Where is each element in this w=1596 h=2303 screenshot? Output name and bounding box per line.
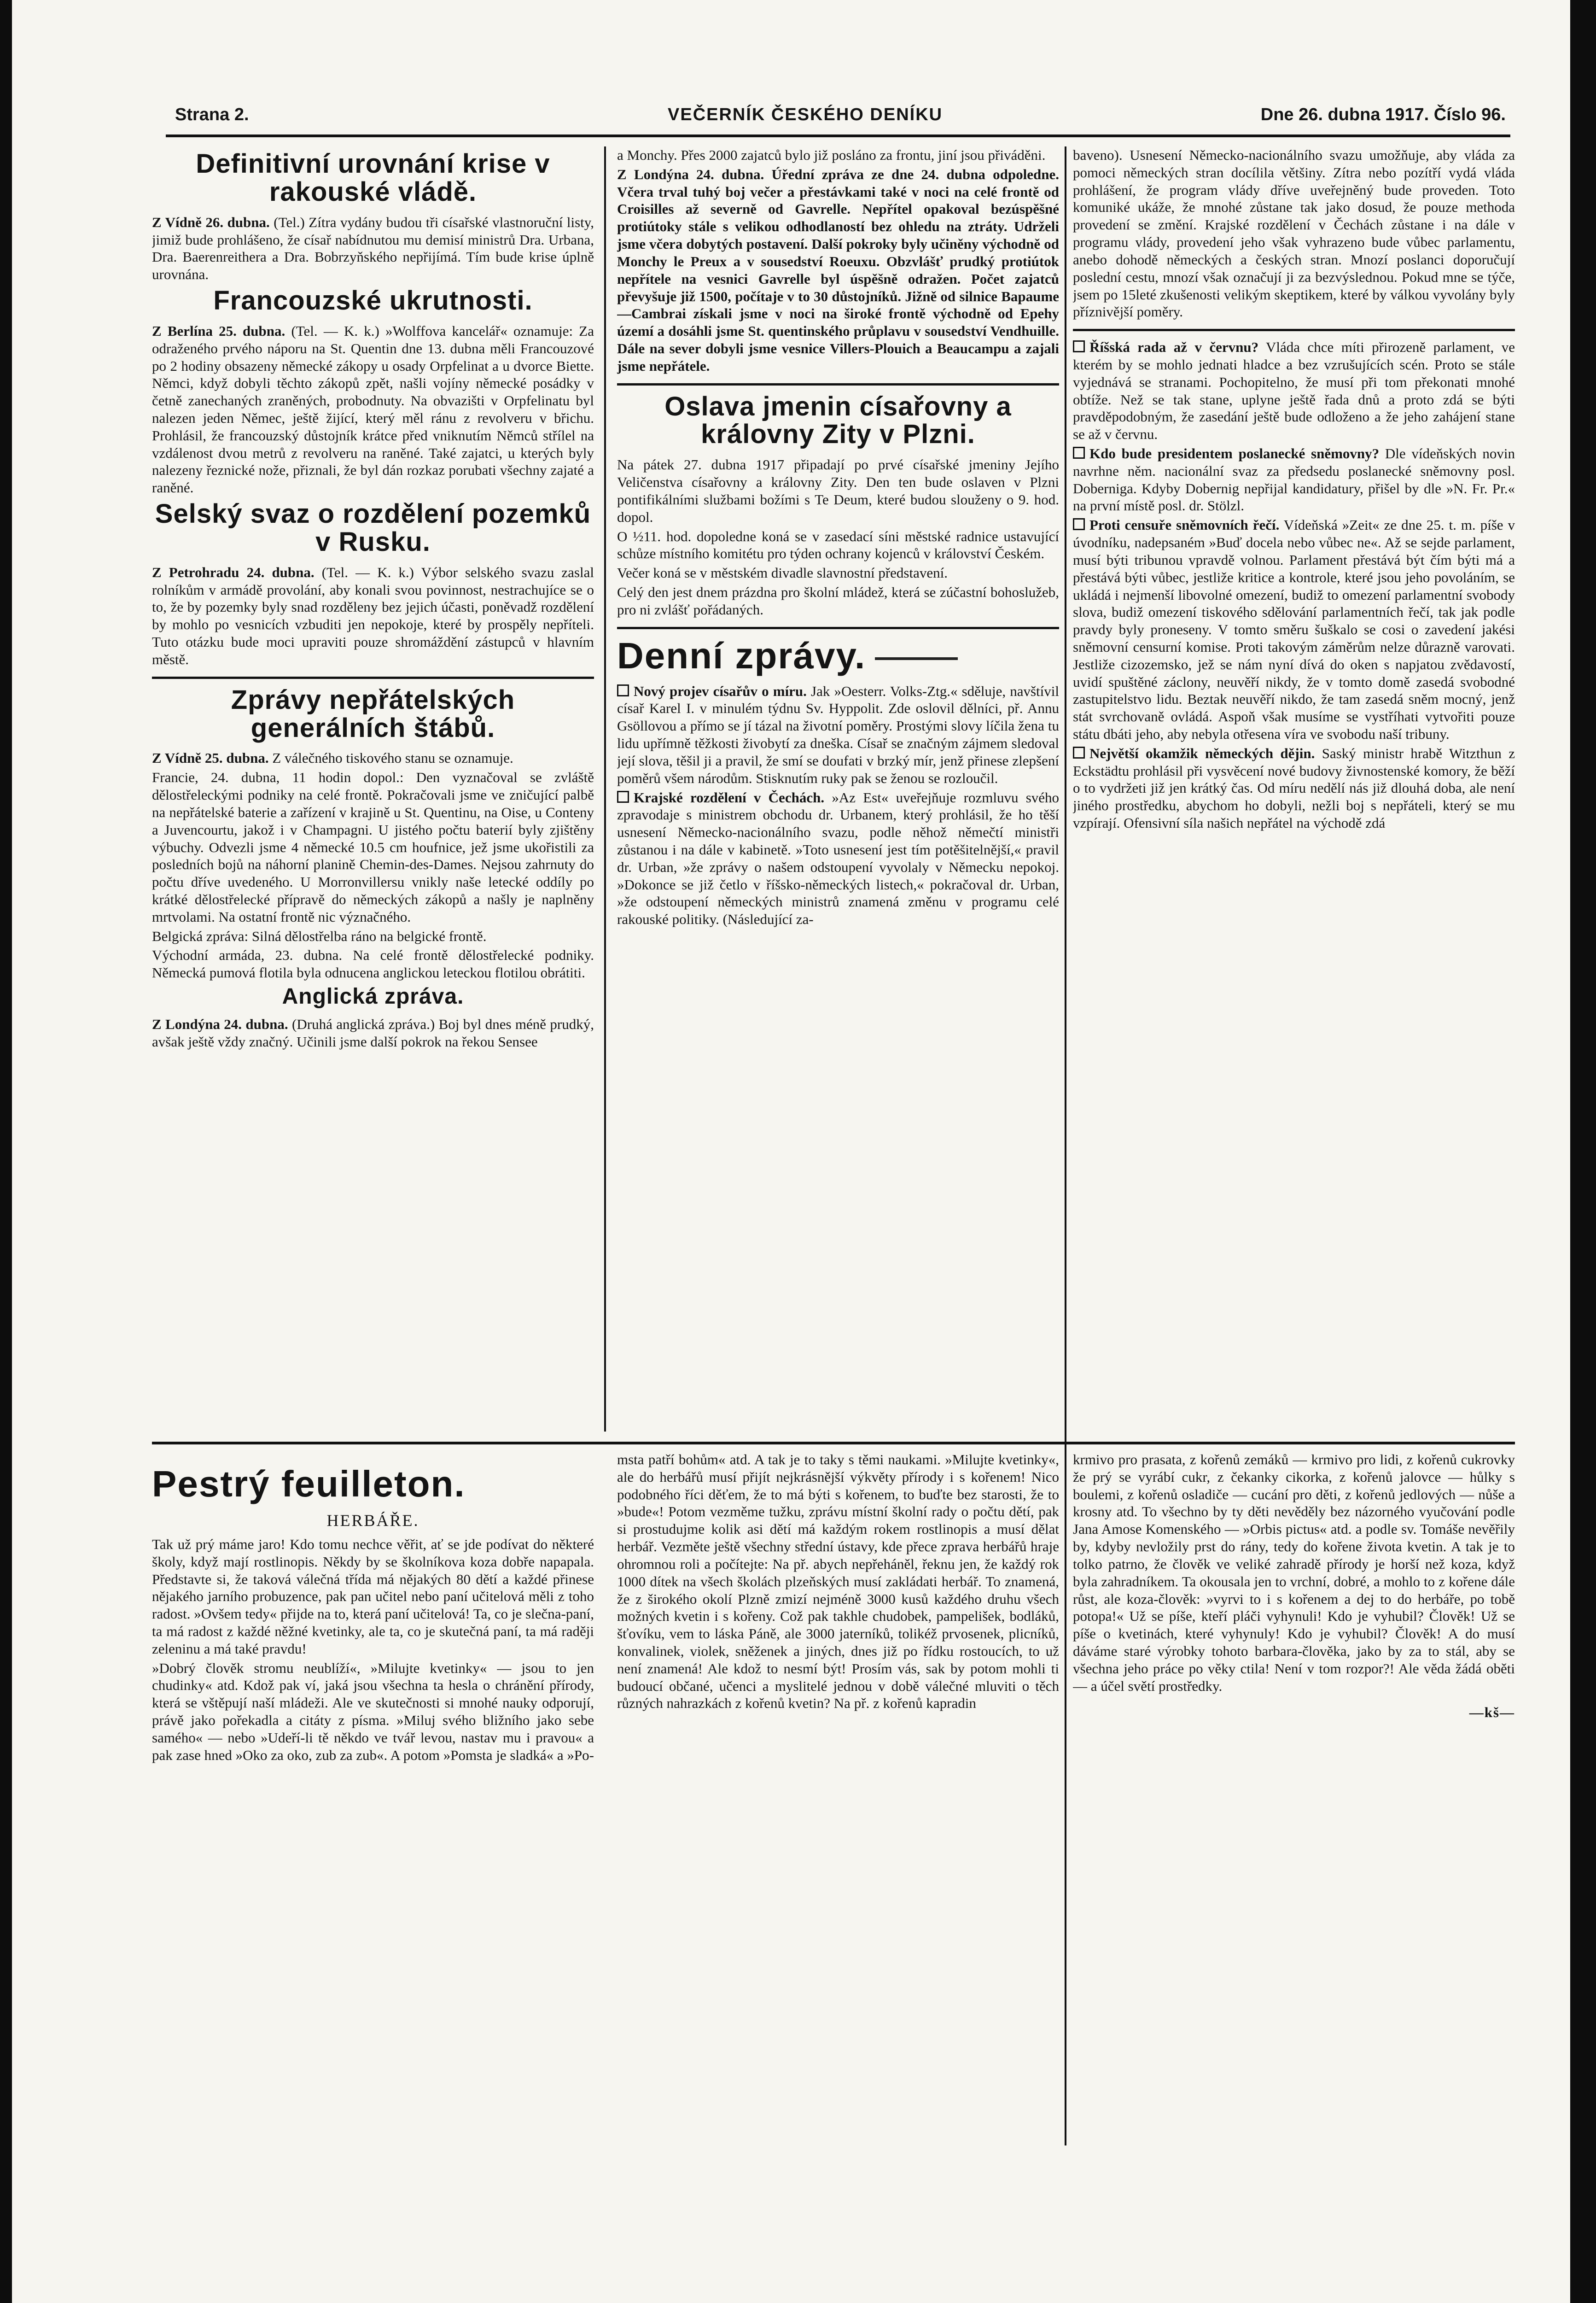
issue-date: Dne 26. dubna 1917. Číslo 96. (1260, 105, 1506, 124)
page-header (175, 105, 1506, 133)
news-body: Jak »Oesterr. Volks-Ztg.« sděluje, navštívil císař Karel I. v minulém týdnu Sv. Hyppolit. Zde oslovil dělníci, př. Annu Gsöllovou a přímo se jí tázal na životní poměry. Prostými slovy líčila žena tu lidu upřímně těžkosti živobytí za dneška. Císař se značným zájmem sledoval její slova, těšil ji a pravil, že smí se doufati v brzký mír, jenž přinese zlepšení poměrů všem národům. Stisknutím ruky pak se ženou se rozloučil. (617, 683, 1059, 786)
report-france: Francie, 24. dubna, 11 hodin dopol.: Den vyznačoval se zvláště dělostřeleckými podniky na celé frontě. Pokračovali jsme ve zničující palbě na nepřátelské baterie a zařízení v krajině u St. Quentinu, na Oise, u Conteny a Juvencourtu, jakož i v Champagni. U jistého počtu baterií byly zjištěny výbuchy. Odvezli jsme 4 německé 10.5 cm houfnice, jež jsme ukořistili za posledních bojů na náhorní planině Chemin-des-Dames. Nejsou zahrnuty do počtu dříve uvedeného. U Morronvillersu vnikly naše letecké oddíly po krátké dělostřelecké přípravě do německých zákopů a našly je naplněny mrtvolami. Na ostatní frontě nic význačného. (152, 769, 594, 925)
dateline: Z Vídně 25. dubna. (152, 750, 269, 766)
news-lead: Proti censuře sněmovních řečí. (1089, 517, 1280, 533)
news-body: »Az Est« uveřejňuje rozmluvu svého zpravodaje s ministrem obchodu dr. Urbanem, který prohlásil, že ho těší usnesení Německo-nacionálního svazu, podle něhož němečtí ministři zůstanou i na dále v kabinetě. »Toto usnesení jest tím potěšitelnější,« pravil dr. Urban, »že zprávy o našem odstoupení vyvolaly v Německu nepokoj. »Dokonce se již četlo v říšsko-německých listech,« pokračoval dr. Urban, »že odstoupení německých ministrů znamená změnu v programu celé rakouské politiky. (Následující za- (617, 789, 1059, 928)
news-lead: Krajské rozdělení v Čechách. (634, 789, 825, 806)
dateline: Z Berlína 25. dubna. (152, 322, 285, 339)
author-signature: —kš— (1469, 1704, 1515, 1721)
news-body: Saský ministr hrabě Witzthun z Eckstädtu prohlásil při vysvěcení nové budovy živnostenské komory, že běží o to vydržeti již jen krátký čas. Od míru nedělí nás již dlouhá doba, ale není jiného prostředku, abychom ho dobyli, nežli boj s nepřáteli, který se mu vzpírají. Ofensivní síla našich nepřátel na východě zdá (1073, 745, 1515, 831)
scan-edge-left (0, 0, 12, 2303)
article-paragraph: Celý den jest dnem prázdna pro školní mládež, která se zúčastní bohoslužeb, pro ni zvlášť pořádaných. (617, 584, 1059, 618)
checkbox-bullet-icon (617, 791, 629, 803)
page-number: Strana 2. (175, 105, 249, 124)
dateline: Z Londýna 24. dubna. (152, 1016, 288, 1033)
feuilleton-paragraph: krmivo pro prasata, z kořenů zemáků — krmivo pro lidi, z kořenů cukrovky že prý se vyrábí cukr, z čekanky cikorka, z kořenů jalovce — hůlky s boulemi, z kořenů osladiče — cucání pro děti, z kořenů jedlových — nůše a krosny atd. To všechno by ty děti nevěděly bez názorného vyučování podle Jana Amose Komenského — »Orbis pictus« atd. a podle sv. Tomáše nevěřily by, kdyby nevložily prst do rány, tedy do kořene života kvetin. A tak je to tolko patrno, že člověk ve veliké zahradě přírody je horší než koza, když byla zahradníkem. Ta okousala jen to vrchní, dobré, a mohlo to z kořene dále růst, ale koza-člověk: »vyrvi to i s kořenem a dej to do herbáře, po tobě potopa!« Už se píše, kteří pláči vyhynuli! Kdo je vyhubil? Člověk! Už se píše o kvetinách, které vyhynuly! Kdo je vyhubil? Člověk! A do musí dáváme staré výrobky tohoto barbara-člověka, jako by za to stál, aby se všechna jeho práce po věky ctila! Není v tom rozpor?! Ale věda žádá oběti — a účel světí prostředky. (1073, 1451, 1515, 1694)
feuilleton-paragraph: msta patří bohům« atd. A tak je to taky s těmi naukami. »Milujte kvetinky«, ale do herbářů musí přijít nejkrásnější výkvěty přírody i s kořenem! Nico podobného říci děťem, že to má býti s kořenem, to buďte bez starosti, že to »bude«! Potom vezměme tužku, zprávu místní školní rady o počtu dětí, pak si prostudujme kolik asi dětí má každým rokem rostlinopis a musí dělat herbář. Vezměte ještě všechny střední ústavy, kde přece zprava herbářů hraje ohromnou roli a počítejte: Na př. abych nepřeháněl, řeknu jen, že každý rok 1000 dítek na všech školách plzeňských musí zakládati herbář. To znamená, že z širokého okolí Plzně zmizí nejméně 3000 kusů každého druhu všech možných kvetin i s kořeny. Což pak takhle chudobek, pampelišek, bodláků, šťovíku, vem to láska Páně, ale 3000 jaterníků, tolikéž prvosenek, plicníků, konvalinek, violek, sněženek a jiných, dnes již po řídku rostoucích, to už není znamená! Ale kdož to nesmí být! Prosím vás, sak by potom mohli ti budoucí občané, učenci a myslitelé jednou v době válečné mluviti o těch různých nahrazkách z kořenů kvetin? Na př. z kořenů kapradin (617, 1451, 1059, 1712)
news-lead: Říšská rada až v červnu? (1089, 339, 1259, 356)
feuilleton-paragraph: Tak už prý máme jaro! Kdo tomu nechce věřit, ať se jde podívat do některé školy, když mají rostlinopis. Někdy by se školníkova koza dobře napapala. Představte si, že taková válečná třída má nějakých 80 dětí a každé přinese nějakého jarního probuzence, pak pan učitel nebo paní učitelová měli z toho radost. »Ovšem tedy« přijde na to, která paní učitelová! Ta, co je slečna-paní, ta má radost z každé něžné kvetinky, ale ta, co je skutečná paní, ta má raději zeleninu a má také pravdu! (152, 1536, 594, 1657)
article-selsky-svaz (152, 500, 594, 668)
article-krise (152, 150, 594, 283)
article-body: (Tel.) Zítra vydány budou tři císařské vlastnoruční listy, jimiž bude prohlášeno, že císař nabídnutou mu demisí ministrů Dra. Urbana, Dra. Baerenreithera a Dra. Bobrzyňského nepřijímá. Tím bude krise úplně urovnána. (152, 214, 594, 283)
report-belgium: Belgická zpráva: Silná dělostřelba ráno na belgické frontě. (152, 928, 487, 944)
checkbox-bullet-icon (1073, 518, 1085, 530)
subheadline-anglicka: Anglická zpráva. (282, 984, 464, 1009)
article-body: Úřední zpráva ze dne 24. dubna odpoledne. Včera trval tuhý boj večer a přestávkami také v noci na celé frontě od Croisilles až severně od Gavrelle. Nepřítel opakoval bezúspěšné protiútoky stále s velikou odhodlaností bez ohledu na ztráty. Udrželi jsme včera dobytých postavení. Další pokroky byly učiněny východně od Monchy le Preux a v sousedství Roeuxu. Obzvlášť prudký protiútok nepřítele na vesnici Gavrelle byl úspěšně odražen. Počet zajatců převyšuje již 1500, počítaje v to 30 důstojníků. Jižně od silnice Bapaume—Cambrai získali jsme v noci na široké frontě východně od Epehy území a dosáhli jsme St. quentinského průplavu v sousedství Vendhuille. Dále na sever dobyli jsme vesnice Villers-Plouich a Beaucampu a zajali jsme nepřátele. (617, 166, 1059, 374)
article-body: Z válečného tiskového stanu se oznamuje. (272, 750, 513, 766)
checkbox-bullet-icon (1073, 447, 1085, 459)
news-body: Vláda chce míti přirozeně parlament, ve kterém by se mohlo jednati hladce a bez vzrušujících scén. Proto se stále vyjednává se stranami. Pochopitelno, že musí při tom překonati mnohé obtíže. Než se tak stane, uplyne ještě řada dnů a proto zdá se býti pravděpodobným, že zasedání ještě bude odloženo a že jeho zahájení stane se až v červnu. (1073, 339, 1515, 443)
headline-oslava: Oslava jmenin císařovny a královny Zity v Plzni. (664, 391, 1012, 450)
scan-edge-right (1570, 0, 1596, 2303)
article-oslava (617, 393, 1059, 619)
checkbox-bullet-icon (1073, 747, 1085, 759)
section-divider (617, 383, 1059, 386)
column-3 (1073, 146, 1515, 1436)
news-lead: Největší okamžik německých dějin. (1089, 745, 1315, 761)
feuilleton-column-2 (617, 1451, 1059, 2151)
article-ukrutnosti (152, 287, 594, 497)
column-rule (604, 146, 606, 1432)
dateline: Z Vídně 26. dubna. (152, 214, 270, 230)
feuilleton-paragraph: »Dobrý člověk stromu neublíží«, »Milujte kvetinky« — jsou to jen chudinky« atd. Kdož pak ví, jaká jsou všechna ta hesla o chránění přírody, která se vštěpují naší mládeži. Ale ve skutečnosti si mnohé nauky odporují, právě jako pořekadla a citáty z písma. »Miluj svého bližního jako sebe samého« — nebo »Udeří-li tě někdo ve tvář levou, nastav mu i pravou« a pak zase hned »Oko za oko, zub za zub«. A potom »Pomsta je sladká« a »Po- (152, 1660, 594, 1763)
article-paragraph: Na pátek 27. dubna 1917 připadají po prvé císařské jmeniny Jejího Veličenstva císařovny a královny Zity. Den ten bude oslaven v Plzni pontifikálními službami božími s Te Deum, které budou slouženy o 9. hod. dopol. (617, 456, 1059, 525)
article-paragraph: O ½11. hod. dopoledne koná se v zasedací síni městské radnice ustavující schůze místního komitétu pro týden ochrany kojenců v království Českém. (617, 528, 1059, 562)
section-denni-zpravy (617, 637, 1059, 928)
article-body: (Tel. — K. k.) Výbor selského svazu zaslal rolníkům v armádě provolání, aby konali svou povinnost, nestrachujíce se o to, že by pozemky byly snad rozděleny bez jejich účasti, poněvadž rozdělení by mohlo po vesnicích vzbuditi jen nepokoje, které by prospěly nepříteli. Tuto otázku bude moci upraviti pouze shromáždění zástupců v hlavním městě. (152, 564, 594, 667)
report-east: Východní armáda, 23. dubna. Na celé frontě dělostřelecké podniky. Německá pumová flotila byla odnucena anglickou leteckou flotilou obrátiti. (152, 947, 594, 981)
headline-ukrutnosti: Francouzské ukrutnosti. (213, 286, 533, 316)
headline-zpravy-stabu: Zprávy nepřátelských generálních štábů. (231, 684, 515, 743)
news-lead: Nový projev císařův o míru. (634, 683, 807, 699)
feuilleton-column-3 (1073, 1451, 1515, 2151)
article-body: (Tel. — K. k.) »Wolffova kancelář« oznamuje: Za odraženého prvého náporu na St. Quentin dne 13. dubna měli Francouzové po 2 hodiny obsazeny německé zákopy u osady Orpfelinat a u dvorce Biette. Němci, když dobyli těchto zákopů zpět, našli vojíny německé posádky v četně zanechaných zraněných, probodnuty. Na obvazišti v Orpfelinatu byl nalezen jeden Němec, ještě žijící, který měl ránu z revolveru v břichu. Prohlásil, že francouzský důstojník krátce před vniknutím Němců střílel na vzdálenost dvou metrů z revolveru na raněné. Také zajatci, u kterých byly nalezeny řeznické nože, přiznali, že byl dán rozkaz porubati všechny zajaté a raněné. (152, 322, 594, 496)
section-divider (617, 627, 1059, 629)
newspaper-title: VEČERNÍK ČESKÉHO DENÍKU (668, 105, 943, 124)
section-divider (1073, 329, 1515, 331)
column-2 (617, 146, 1059, 1436)
article-continuation: baveno). Usnesení Německo-nacionálního svazu umožňuje, aby vláda za pomoci německých stran docílila většiny. Zítra nebo pozítří vydá vláda prohlášení, že program vlády dříve uveřejněný bude proveden. Toto komuniké ukáže, že mnohé zůstane tak jako dosud, že pouze methoda provedení se změní. Krajské rozdělení v Čechách zůstane i na dále v programu vlády, provedení jeho však vyhrazeno bude vůbec parlamentu, anebo dohodě německých a českých stran. Mnozí poslanci doporučují poslední cestu, mnozí však označují ji za bezvýslednou. Pokud mne se týče, jsem po 15leté zkušenosti velikým skeptikem, které by válkou vyvolány byly příznivější poměry. (1073, 147, 1515, 320)
article-body: (Druhá anglická zpráva.) Boj byl dnes méně prudký, avšak ještě vždy značný. Učinili jsme další pokrok na řekou Sensee (152, 1016, 594, 1050)
checkbox-bullet-icon (1073, 340, 1085, 352)
news-body: Dle vídeňských novin navrhne něm. nacionální svaz za předsedu poslanecké sněmovny posl. Doberniga. Kdyby Dobernig nepřijal kandidatury, přišel by dle »N. Fr. Pr.« na první místě posl. dr. Stölzl. (1073, 445, 1515, 514)
dateline: Z Petrohradu 24. dubna. (152, 564, 315, 580)
headline-krise: Definitivní urovnání krise v rakouské vládě. (196, 149, 550, 207)
news-lead: Kdo bude presidentem poslanecké sněmovny? (1089, 445, 1380, 462)
decorative-dash-icon (875, 657, 958, 660)
feuilleton-subtitle: HERBÁŘE. (326, 1511, 419, 1530)
headline-selsky-svaz: Selský svaz o rozdělení pozemků v Rusku. (155, 499, 591, 557)
headline-denni-zpravy: Denní zprávy. (617, 637, 1059, 675)
feuilleton-rule (152, 1442, 1515, 1444)
article-continuation: a Monchy. Přes 2000 zajatců bylo již posláno za frontu, jiní jsou přiváděni. (617, 147, 1046, 163)
column-rule (1065, 146, 1066, 2145)
checkbox-bullet-icon (617, 684, 629, 696)
header-rule (166, 134, 1510, 137)
feuilleton-banner: Pestrý feuilleton. (152, 1463, 466, 1504)
section-divider (152, 677, 594, 679)
article-paragraph: Večer koná se v městském divadle slavnostní představení. (617, 565, 948, 581)
news-body: Vídeňská »Zeit« ze dne 25. t. m. píše v úvodníku, nadepsaném »Buď docela nebo vůbec ne«. Až se sejde parlament, musí býti tribunou vpravdě volnou. Parlament přestává být čím býti má a přestává býti vůbec, jestliže kritice a kontrole, které jsou jeho povoláním, se ukládá i nejmenší libovolné omezení, budiž to omezení parlamentní svobody slova, budiž omezení tiskového sdělování parlamentních řečí, tak jak podle pravdy byly proneseny. V tomto směru šuškalo se cosi o zavedení jakési sněmovní censurní komise. Proti takovým záměrům nelze důrazně varovati. Jestliže cizozemsko, jež se nám nyní dívá do oken s napjatou zvědavostí, uvidí spuštěné záclony, neuvěří nikdy, že v tomto domě zasedá svobodné zastupitelstvo lidu. Beztak neuvěří nikdo, že tam zasedá sněm mocný, jenž stát svrchovaně ovládá. Aspoň však musíme se vystříhati vytvořiti pouze státu dbáti jeho, aby nebyla otřesena víra ve svobodu naší tribuny. (1073, 517, 1515, 742)
column-1 (152, 146, 594, 1436)
feuilleton-column-1 (152, 1451, 594, 2151)
article-zpravy-stabu (152, 686, 594, 1051)
dateline: Z Londýna 24. dubna. (617, 166, 764, 182)
